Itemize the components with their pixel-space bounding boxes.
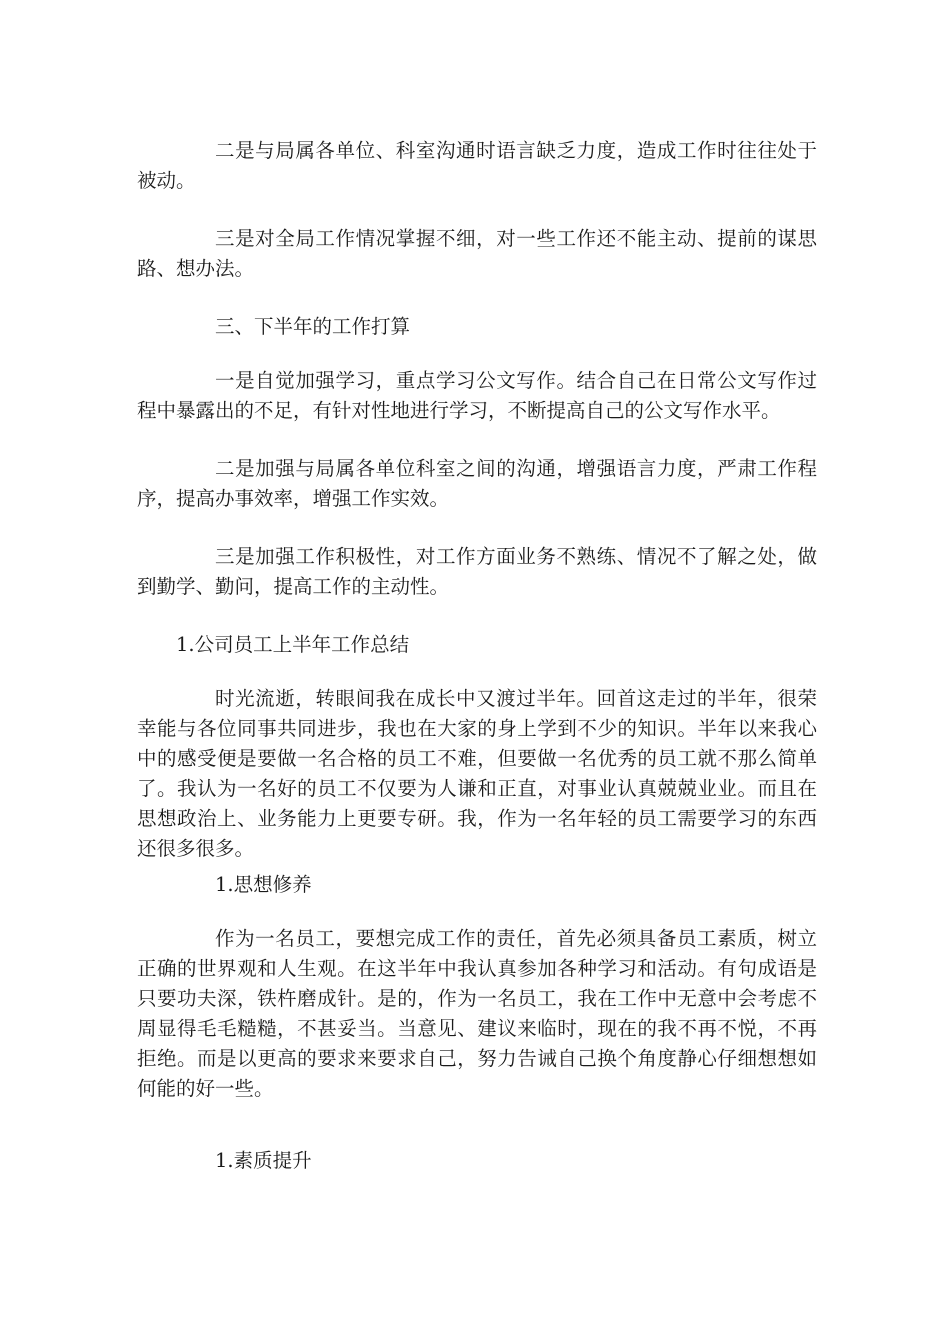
heading-employee-summary: 1.公司员工上半年工作总结 [176, 633, 410, 656]
paragraph-communication-weakness: 二是与局属各单位、科室沟通时语言缺乏力度，造成工作时往往处于被动。 [137, 139, 817, 192]
paragraph-as-an-employee: 作为一名员工，要想完成工作的责任，首先必须具备员工素质，树立正确的世界观和人生观。在这半年中我认真参加各种学习和活动。有句成语是只要功夫深，铁杵磨成针。是的，作为一名员工，我在工作中无意中会考虑不周显得毛毛糙糙，不甚妥当。当意见、建议来临时，现在的我不再不悦，不再拒绝。而是以更高的要求来要求自己，努力告诫自己换个角度静心仔细想想如何能的好一些。 [137, 927, 817, 1100]
section-heading-second-half-plan: 三、下半年的工作打算 [215, 315, 411, 338]
paragraph-overall-grasp-weakness: 三是对全局工作情况掌握不细，对一些工作还不能主动、提前的谋思路、想办法。 [137, 227, 817, 280]
heading-ideological-cultivation: 1.思想修养 [215, 873, 312, 896]
paragraph-time-flies: 时光流逝，转眼间我在成长中又渡过半年。回首这走过的半年，很荣幸能与各位同事共同进步，我也在大家的身上学到不少的知识。半年以来我心中的感受便是要做一名合格的员工不难，但要做一名优秀的员工就不那么简单了。我认为一名好的员工不仅要为人谦和正直，对事业认真兢兢业业。而且在思想政治上、业务能力上更要专研。我，作为一名年轻的员工需要学习的东西还很多很多。 [137, 687, 817, 860]
paragraph-plan-communication: 二是加强与局属各单位科室之间的沟通，增强语言力度，严肃工作程序，提高办事效率，增强工作实效。 [137, 457, 817, 510]
paragraph-plan-initiative: 三是加强工作积极性，对工作方面业务不熟练、情况不了解之处，做到勤学、勤问，提高工作的主动性。 [137, 545, 817, 598]
paragraph-plan-study: 一是自觉加强学习，重点学习公文写作。结合自己在日常公文写作过程中暴露出的不足，有针对性地进行学习，不断提高自己的公文写作水平。 [137, 369, 817, 422]
heading-quality-improvement: 1.素质提升 [215, 1149, 312, 1172]
